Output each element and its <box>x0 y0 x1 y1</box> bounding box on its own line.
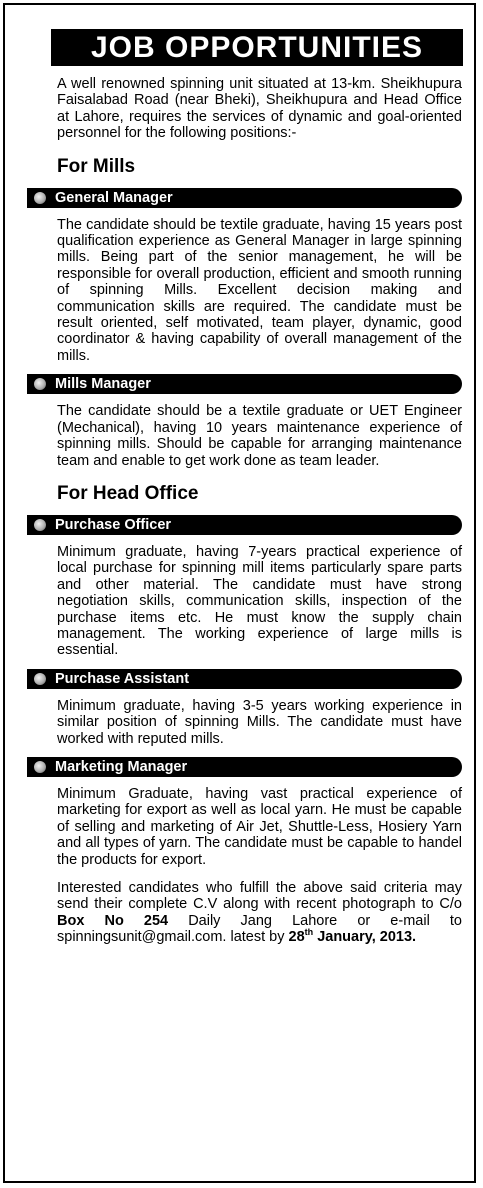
position-bar-purchase-assistant <box>27 669 462 689</box>
position-bar-marketing-manager <box>27 757 462 777</box>
bullet-icon <box>31 670 49 688</box>
position-title: Purchase Assistant <box>55 670 190 687</box>
closing-text: Interested candidates who fulfill the above said criteria may send their complete C.V along with recent photograph to C/o <box>57 880 462 913</box>
job-advertisement <box>3 3 476 1183</box>
deadline-day-suffix: th <box>304 927 314 938</box>
closing-text-contact: Daily Jang Lahore or e-mail to spinningsunit@gmail.com. latest by <box>57 912 462 946</box>
position-bar-general-manager <box>27 188 462 208</box>
position-description: Minimum graduate, having 7-years practical experience of local purchase for spinning mill items particularly spare parts and other material. The candidate must have strong negotiation skills, communication skills, inspection of the purchase items etc. He must know the supply chain management. The working experience of large mills is essential. <box>57 543 462 659</box>
position-bar-mills-manager <box>27 374 462 394</box>
position-title: General Manager <box>55 189 173 206</box>
position-title: Mills Manager <box>55 376 151 393</box>
box-number: Box No 254 <box>57 912 169 929</box>
ad-title: JOB OPPORTUNITIES <box>51 29 463 66</box>
position-description: The candidate should be textile graduate, having 15 years post qualification experience as General Manager in large spinning mills. Being part of the senior management, he will be responsible for overall production, efficient and smooth running of spinning Mills. Excellent decision making and communication skills are required. The candidate must be result oriented, self motivated, team player, dynamic, good coordinator & having capability of overall management of the mills. <box>57 216 462 364</box>
section-heading-mills: For Mills <box>57 155 136 177</box>
position-description: Minimum graduate, having 3-5 years working experience in similar position of spinning Mills. The candidate must have worked with reputed mills. <box>57 697 462 747</box>
deadline-date <box>289 929 417 945</box>
deadline-day: 28 <box>288 929 305 946</box>
closing-paragraph <box>57 880 462 946</box>
section-heading-head-office: For Head Office <box>57 482 199 504</box>
bullet-icon <box>31 516 49 534</box>
intro-paragraph: A well renowned spinning unit situated at 13-km. Sheikhupura Faisalabad Road (near Bheki), Sheikhupura and Head Office at Lahore, requires the services of dynamic and goal-oriented personnel for the following positions:- <box>57 76 462 142</box>
position-title: Purchase Officer <box>55 516 172 533</box>
position-bar-purchase-officer <box>27 515 462 535</box>
position-description: The candidate should be a textile graduate or UET Engineer (Mechanical), having 10 years maintenance experience of spinning mills. Should be capable for arranging maintenance team and enable to get work done as team leader. <box>57 403 462 469</box>
position-title: Marketing Manager <box>55 758 188 775</box>
position-description: Minimum Graduate, having vast practical experience of marketing for export as well as local yarn. He must be capable of selling and marketing of Air Jet, Shuttle-Less, Hosiery Yarn and all types of yarn. The candidate must be capable to handel the products for export. <box>57 785 462 868</box>
bullet-icon <box>31 758 49 776</box>
bullet-icon <box>31 375 49 393</box>
ad-content <box>57 76 462 946</box>
deadline-month-year: January, 2013. <box>313 929 417 946</box>
bullet-icon <box>31 189 49 207</box>
